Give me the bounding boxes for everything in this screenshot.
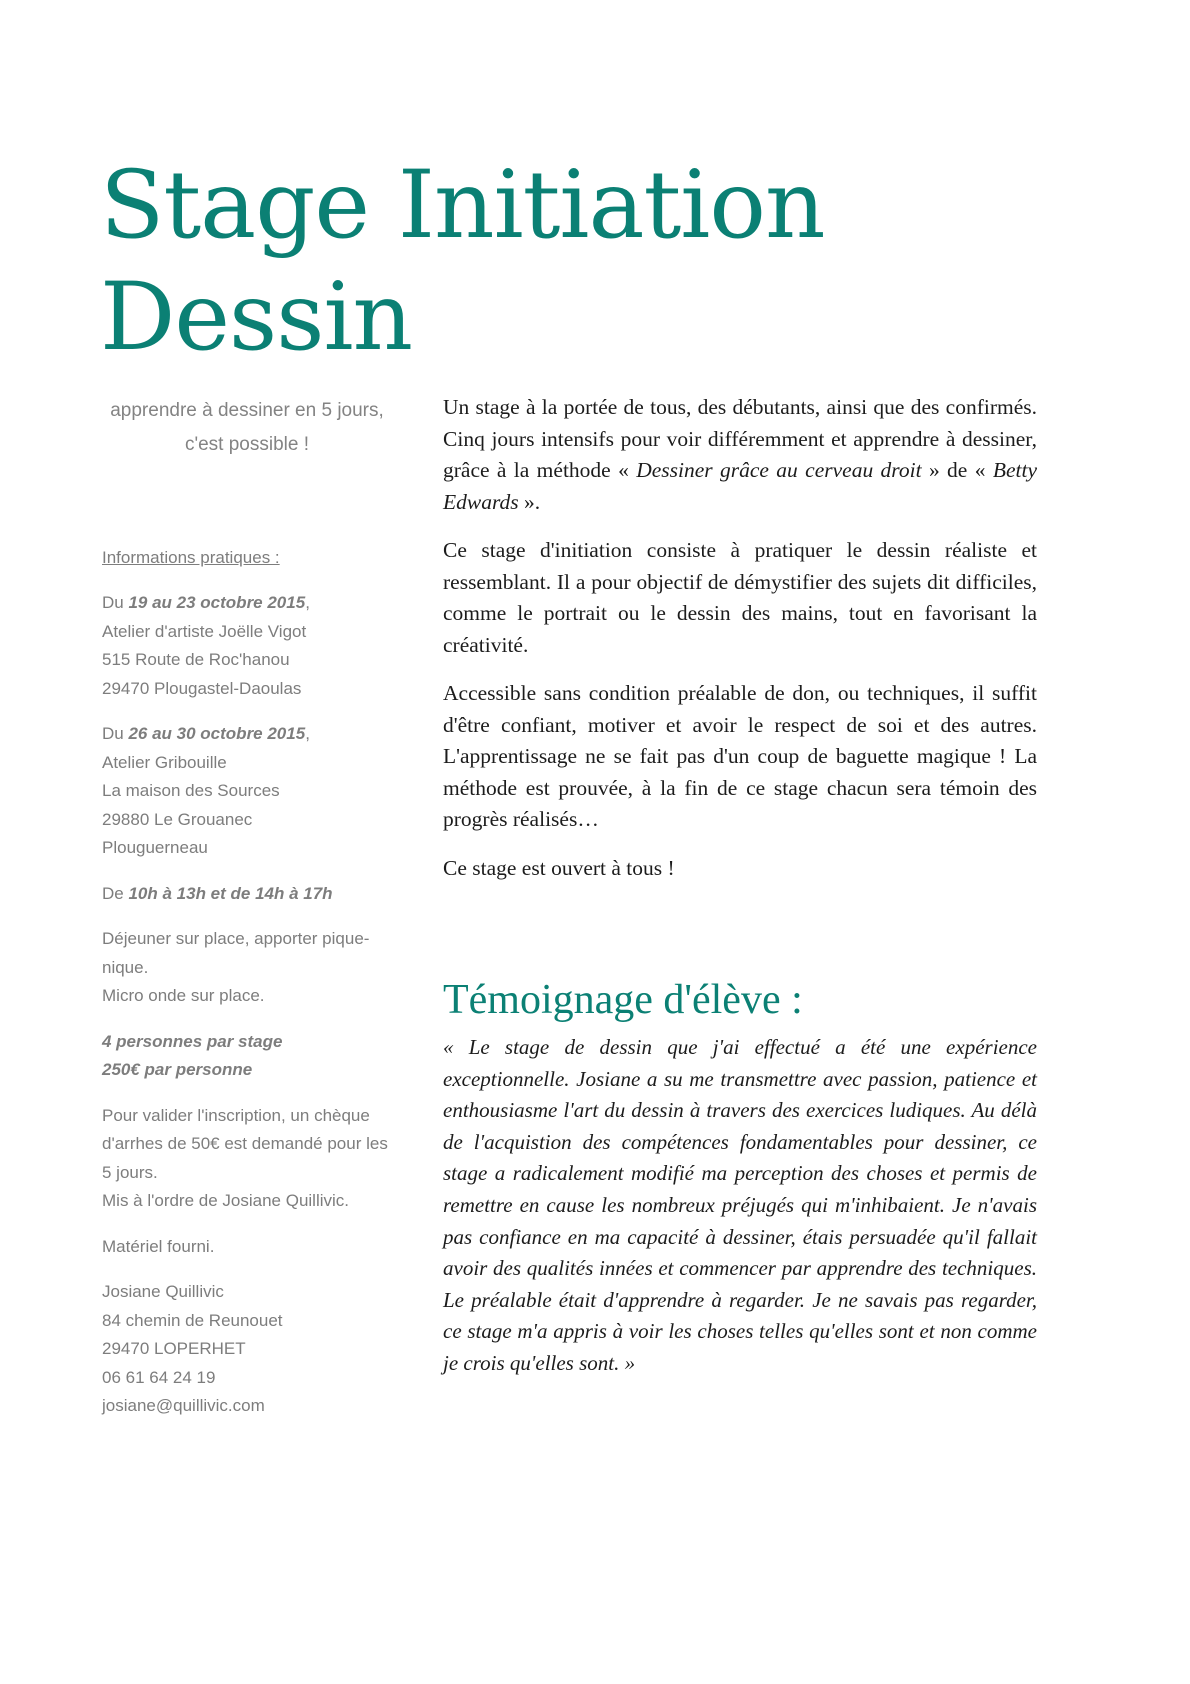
- contact-block: [102, 1278, 392, 1421]
- tagline: apprendre à dessiner en 5 jours, c'est possible !: [110, 400, 384, 455]
- intro-paragraph-3: Accessible sans condition préalable de don, ou techniques, il suffit d'être confiant, motiver et avoir le respect de soi et des autres. L'apprentissage ne se fait pas d'un coup de baguette magique ! La méthode est prouvée, à la fin de ce stage chacun sera témoin des progrès réalisés…: [443, 681, 1037, 831]
- page-title: [100, 150, 824, 374]
- session-2-line: Atelier Gribouille: [102, 752, 227, 772]
- session-2: [102, 720, 392, 863]
- deposit-info: [102, 1102, 392, 1216]
- hours-line: [102, 880, 392, 909]
- session-1-suffix: ,: [305, 593, 310, 612]
- intro-text: » de «: [921, 458, 993, 482]
- practical-info-column: [102, 394, 392, 1421]
- session-1-line: 29470 Plougastel-Daoulas: [102, 678, 302, 698]
- book-title: Dessiner grâce au cerveau droit: [636, 458, 922, 482]
- material-line: Matériel fourni.: [102, 1236, 215, 1256]
- intro-text: ».: [518, 489, 541, 514]
- contact-name: Josiane Quillivic: [102, 1282, 224, 1301]
- intro-paragraph-4: Ce stage est ouvert à tous !: [443, 855, 675, 880]
- session-2-line: La maison des Sources: [102, 781, 280, 800]
- session-1-line: 515 Route de Roc'hanou: [102, 650, 290, 669]
- material-info: [102, 1233, 392, 1262]
- intro-paragraph-2: Ce stage d'initiation consiste à pratiquer le dessin réaliste et ressemblant. Il a pour objectif de démystifier des sujets dit difficiles, comme le portrait ou le dessin des mains, tout en favorisant la créativité.: [443, 538, 1037, 657]
- session-2-prefix: Du: [102, 724, 129, 743]
- hours: [102, 880, 392, 909]
- page-title-line-2: Dessin: [100, 263, 413, 372]
- hours-prefix: De: [102, 883, 129, 903]
- author-name: Betty Edwards: [443, 458, 1037, 514]
- session-1-prefix: Du: [102, 593, 129, 612]
- testimonial-quote: « Le stage de dessin que j'ai effectué a été une expérience exceptionnelle. Josiane a su me transmettre avec passion, patience et enthousiasme l'art du dessin à travers des exercices ludiques. Au délà de l'acquistion des compétences fondamentables pour dessiner, ce stage a radicalement modifié ma perception des choses et permis de remettre en cause les nombreux préjugés qui m'inhibaient. Je n'avais pas confiance en ma capacité à dessiner, étais persuadée qu'il fallait avoir des qualités innées et commencer par apprendre des techniques. Le préalable était d'apprendre à regarder. Je ne savais pas regarder, ce stage m'a appris à voir les choses telles qu'elles sont et non comme je crois qu'elles sont. »: [443, 1035, 1037, 1375]
- pricing: [102, 1028, 392, 1085]
- testimonial-title: Témoignage d'élève :: [443, 977, 803, 1023]
- pricing-line: 4 personnes par stage: [102, 1031, 283, 1051]
- session-2-dates: [102, 720, 392, 749]
- session-2-line: 29880 Le Grouanec: [102, 809, 253, 829]
- lunch-line: Micro onde sur place.: [102, 986, 265, 1005]
- lunch-info: [102, 925, 392, 1011]
- session-1-dates: [102, 589, 392, 618]
- intro-paragraph-1: [443, 392, 1037, 518]
- description-column: [443, 392, 1037, 901]
- deposit-line: Mis à l'ordre de Josiane Quillivic.: [102, 1191, 350, 1210]
- session-1-date-range: 19 au 23 octobre 2015: [128, 593, 306, 612]
- session-2-line: Plouguerneau: [102, 838, 208, 857]
- info-heading: Informations pratiques :: [102, 548, 280, 567]
- session-2-date-range: 26 au 30 octobre 2015: [128, 724, 306, 743]
- session-2-suffix: ,: [305, 724, 310, 743]
- intro-text: Un stage à la portée de tous, des débutants, ainsi que des confirmés. Cinq jours intensifs pour voir différemment et apprendre à dessiner, grâce à la méthode «: [443, 395, 1037, 482]
- hours-value: 10h à 13h et de 14h à 17h: [128, 883, 333, 903]
- contact-address: 84 chemin de Reunouet: [102, 1310, 283, 1330]
- contact-email: josiane@quillivic.com: [102, 1396, 265, 1415]
- session-1: [102, 589, 392, 703]
- session-1-line: Atelier d'artiste Joëlle Vigot: [102, 621, 307, 641]
- contact-phone: 06 61 64 24 19: [102, 1367, 216, 1387]
- contact-city: 29470 LOPERHET: [102, 1339, 246, 1358]
- deposit-line: Pour valider l'inscription, un chèque d'arrhes de 50€ est demandé pour les 5 jours.: [102, 1105, 388, 1182]
- page-title-line-1: Stage Initiation: [100, 151, 825, 260]
- pricing-line: 250€ par personne: [102, 1060, 253, 1079]
- lunch-line: Déjeuner sur place, apporter pique-nique.: [102, 929, 370, 977]
